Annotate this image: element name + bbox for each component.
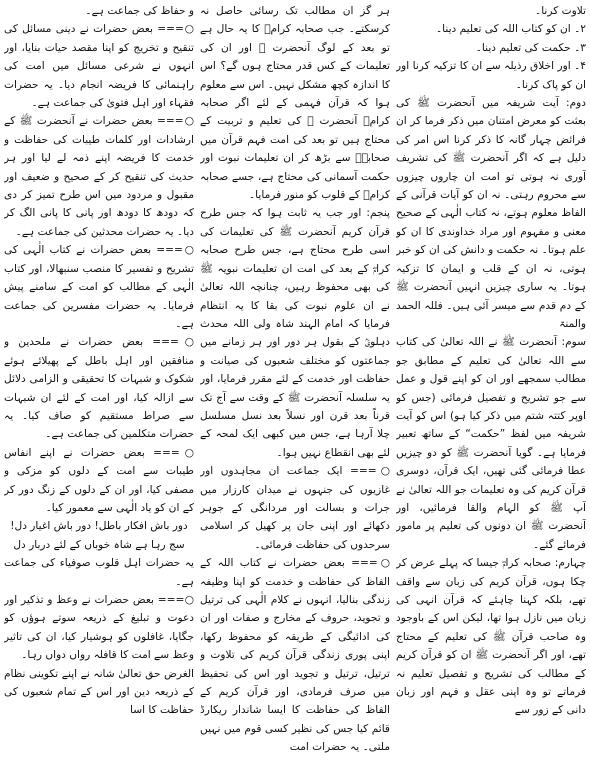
paragraph: ۳۔ حکمت کی تعلیم دینا۔: [475, 41, 586, 54]
paragraph: یہ حضرات اہل قلوب صوفیاء کی جماعت ہے۔: [4, 557, 194, 588]
paragraph: ۲۔ ان کو کتاب اللہ کی تعلیم دینا۔: [435, 23, 586, 36]
paragraph: سوم: آنحضرت ﷺ نے اللہ تعالیٰ کی کتاب سے اللہ تعالیٰ کی تعلیم کے مطابق جو مطالب سمجھے اور ان کو اپنے قول و عمل سے جو تشریح و تفصیل فرمائی (جس کو اوپر کتتہ شتم میں ذکر کیا ہو) اس کو آیت شریفہ میں لفظ ”حکمت“ کے ساتھ تعبیر فرمایا ہے۔ گویا آنحضرت ﷺ کو دو چیزیں عطا فرمائی گئی تھیں، ایک قرآن، دوسری قرآن کریم کی وہ تعلیمات جو اللہ تعالیٰ نے آپ ﷺ کو الہام والقا فرمائیں، اور آنحضرت ﷺ ان دونوں کی تعلیم پر مامور فرمائے گئے۔: [396, 336, 586, 551]
paragraph: ○=== بعض حضرات نے کتاب الٰہی کی تشریح و تفسیر کا منصب سنبھالا، اور کتاب الٰہی کے مطالب کو امت کے سامنے پیش فرمایا۔ یہ حضرات مفسرین کی جماعت ہے۔: [4, 244, 194, 330]
paragraph: الغرض حق تعالیٰ شانہ نے اپنے تکوینی نظام کے ذریعہ دین اور اس کے تمام شعبوں کی حفاظت کا اسا: [4, 667, 194, 717]
paragraph: ○=== بعض حضرات نے آنحضرت ﷺ کے ارشادات اور کلمات طیبات کی حفاظت و خدمت کا فریضہ اپنے ذمہ لے لیا اور ہر حدیث کی تنقیح کر کے صحیح و ضعیف اور مقبول و مردود میں اس طرح تمیز کر دی کہ دودھ کا دودھ اور پانی کا پانی الگ کر دیا۔ یہ حضرات محدثین کی جماعت ہے۔: [4, 115, 194, 238]
text-column-left: [4, 2, 194, 768]
paragraph: ۴۔ اور اخلاق رذیلہ سے ان کا تزکیہ کرنا اور ان کو پاک کرنا۔: [396, 60, 586, 91]
paragraph: ○=== بعض حضرات نے دینی مسائل کی تنقیح و تخریج کو اپنا مقصد حیات بنایا، اور انہوں نے شرعی مسائل میں امت کی راہنمائی کا فریضہ انجام دیا۔ یہ حضرات فقہاء اور اہل فتویٰ کی جماعت ہے۔: [4, 23, 194, 110]
paragraph: و حفاظ کی جماعت ہے۔: [85, 5, 194, 17]
paragraph: ○=== بعض حضرات نے وعظ و تذکیر اور دعوت و تبلیغ کے ذریعہ سوتے ہوؤں کو جگایا، غافلوں کو ہوشیار کیا، ان کی تاثیر وعظ سے امت کا قافلہ رواں دواں رہا۔: [4, 594, 194, 662]
paragraph: ○=== بعض حضرات نے ملحدین و منافقین اور اہل باطل کے پھیلائے ہوئے شکوک و شبہات کا تحقیقی و الزامی دلائل سے ازالہ کیا، اور امت کے لئے ان شبہات سے صراط مستقیم کو صاف کیا۔ یہ حضرات متکلمین کی جماعت ہے۔: [4, 336, 194, 441]
text-column-right: [396, 2, 586, 768]
text-column-middle: [200, 2, 390, 768]
paragraph: ○=== بعض حضرات نے اپنے انفاس طیبات سے امت کے دلوں کو مزکی و مصفی کیا، اور ان کے دلوں کے زنگ دور کر کے ان کو یاد الٰہی سے معمور کیا۔: [4, 446, 194, 514]
paragraph: تلاوت کرنا۔: [535, 5, 586, 17]
paragraph: چہارم: صحابہ کرامؓ جیسا کہ پہلے عرض کر چکا ہوں، قرآن کریم کی زبان سے واقف تھے، بلکہ کہنا چاہئے کہ قرآن انہی کی زبان میں نازل ہوا تھا، لیکن اس کے باوجود وہ صاحب قرآن ﷺ کی تعلیم کے محتاج تھے، اور اگر آنحضرت ﷺ ان کو قرآن کریم کے مطالب کی تشریح و تفصیل تعلیم نہ فرماتے تو وہ اپنی عقل و فہم اور زبان دانی کے زور سے: [396, 557, 586, 717]
verse-line: دور باش افکار باطل! دور باش اغیار دل! سج رہا ہے شاہ خوباں کے لئے دربار دل: [10, 520, 188, 551]
paragraph: دوم: آیت شریفہ میں آنحضرت ﷺ کی بعثت کو معرض امتنان میں ذکر فرما کر ان فرائض چہار گانہ کا ذکر کرنا اس امر کی دلیل ہے کہ اگر آنحضرت ﷺ کی تشریف آوری نہ ہوتی تو امت ان چاروں چیزوں سے محروم رہتی۔ نہ ان کو آیات قرآنی کے الفاظ معلوم ہوتے، نہ کتاب الٰہی کے صحیح معنی و مفہوم اور مراد خداوندی کا ان کو علم ہوتا۔ نہ حکمت و دانش کی ان کو خبر ہوتی، نہ ان کے قلب و ایمان کا تزکیہ ہوتا۔ یہ ساری چیزیں انہیں آنحضرت ﷺ کے دم قدم سے میسر آئی ہیں۔ فللہ الحمد والمنۃ: [396, 97, 586, 330]
paragraph: ○=== بعض حضرات نے کتاب اللہ کے الفاظ کی حفاظت و خدمت کو اپنا وظیفہ زندگی بنالیا، انہوں نے کلام الٰہی کی ترتیل و تجوید، حروف کے مخارج و صفات اور ان کی ادائیگی کے طریقہ کو محفوظ رکھا، اپنی پوری زندگی قرآن کریم کی تلاوت و ترتیل، ترتیل و تجوید اور اس کی تحفیظ میں صرف فرمادی، اور قرآن کریم کے الفاظ کی حفاظت کا ایسا شاندار ریکارڈ قائم کیا جس کی نظیر کسی قوم میں نہیں ملتی۔ یہ حضرات امت: [200, 557, 390, 754]
paragraph: ○=== ایک جماعت ان مجاہدوں اور غازیوں کی جنہوں نے میدان کارزار میں جرات و بسالت اور مردانگی کے جوہر دکھائے اور اپنی جان پر کھیل کر اسلامی سرحدوں کی حفاظت فرمائی۔: [200, 465, 390, 551]
paragraph: پنجم: اور جب یہ ثابت ہوا کہ جس طرح قرآن کریم آنحضرت ﷺ کی تعلیمات کی اسی طرح محتاج ہے، جس طرح صحابہ کرامؓ کے بعد کی امت ان تعلیمات نبویہ ﷺ کی بھی محفوظ رہیں، چنانچہ اللہ تعالیٰ نے ان علوم نبوت کی بقا کا یہ انتظام فرمایا کہ امام الہند شاہ ولی اللہ محدث دہلویؒ کے بقول ہر دور اور ہر زمانے میں جماعتوں کو مختلف شعبوں کی صیانت و حفاظت اور خدمت کے لئے مقرر فرمایا، اور یہ سلسلہ آنحضرت ﷺ کے وقت سے آج تک قرناً بعد قرن اور نسلاً بعد نسل مسلسل چلا آرہا ہے، جس میں کبھی ایک لمحہ کے لئے بھی انقطاع نہیں ہوا۔: [200, 207, 390, 459]
paragraph: ہر گز ان مطالب تک رسائی حاصل نہ کرسکتے۔ جب صحابہ کرامؓ کا یہ حال ہے تو بعد کے لوگ آنحضرت ﷺ اور ان کی تعلیمات کے کس قدر محتاج ہوں گے؟ اس کا اندازہ کچھ مشکل نہیں۔ اس سے معلوم ہوا کہ قرآن فہمی کے لئے اگر صحابہ کرامؓ آنحضرت ﷺ کی تعلیم و تربیت کے محتاج ہیں تو بعد کی امت فہم قرآن میں صحابہؓ سے بڑھ کر ان تعلیمات نبوت اور حکمت آسمانی کی محتاج ہے، جسے صحابہ کرامؓ کے قلوب کو منور فرمایا۔: [200, 5, 390, 202]
